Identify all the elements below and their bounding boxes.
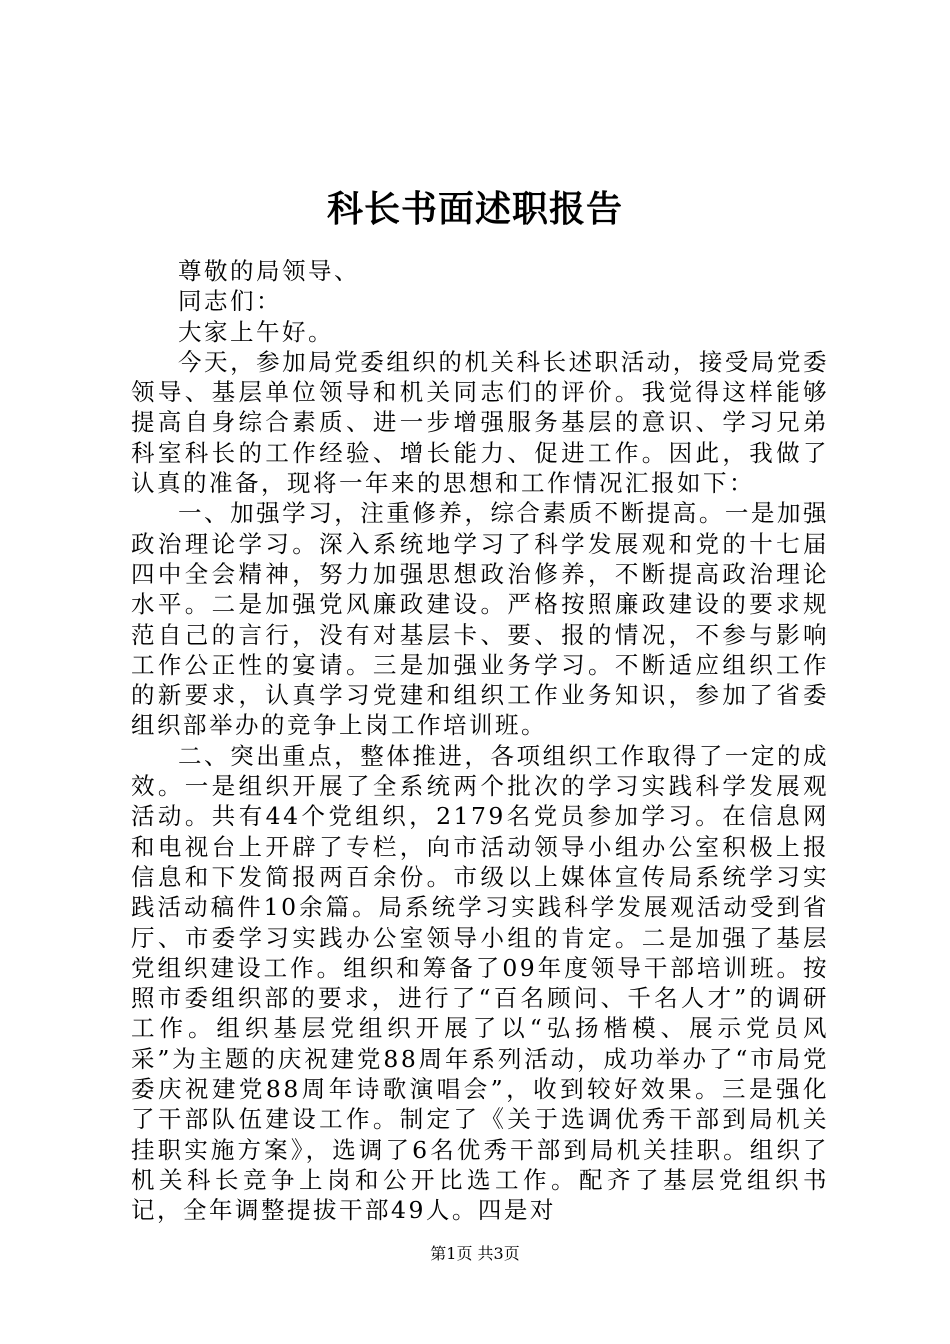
- section-two-paragraph: 二、突出重点，整体推进，各项组织工作取得了一定的成效。一是组织开展了全系统两个批次的学习实践科学发展观活动。共有44个党组织，2179名党员参加学习。在信息网和电视台上开辟了专栏，向市活动领导小组办公室积极上报信息和下发简报两百余份。市级以上媒体宣传局系统学习实践活动稿件10余篇。局系统学习实践科学发展观活动受到省厅、市委学习实践办公室领导小组的肯定。二是加强了基层党组织建设工作。组织和筹备了09年度领导干部培训班。按照市委组织部的要求，进行了“百名顾问、千名人才”的调研工作。组织基层党组织开展了以“弘扬楷模、展示党员风采”为主题的庆祝建党88周年系列活动，成功举办了“市局党委庆祝建党88周年诗歌演唱会”，收到较好效果。三是强化了干部队伍建设工作。制定了《关于选调优秀干部到局机关挂职实施方案》，选调了6名优秀干部到局机关挂职。组织了机关科长竞争上岗和公开比选工作。配齐了基层党组织书记，全年调整提拔干部49人。四是对: [131, 741, 829, 1225]
- document-title: 科长书面述职报告: [326, 188, 623, 230]
- salutation-line-1: 尊敬的局领导、: [178, 257, 360, 285]
- document-body: [131, 256, 829, 1226]
- salutation-line-2: 同志们：: [178, 287, 282, 316]
- page-footer: 第1页 共3页: [430, 1244, 520, 1263]
- intro-paragraph: 今天，参加局党委组织的机关科长述职活动，接受局党委领导、基层单位领导和机关同志们的评价。我觉得这样能够提高自身综合素质、进一步增强服务基层的意识、学习兄弟科室科长的工作经验、增长能力、促进工作。因此，我做了认真的准备，现将一年来的思想和工作情况汇报如下：: [131, 347, 829, 498]
- section-one-paragraph: 一、加强学习，注重修养，综合素质不断提高。一是加强政治理论学习。深入系统地学习了科学发展观和党的十七届四中全会精神，努力加强思想政治修养，不断提高政治理论水平。二是加强党风廉政建设。严格按照廉政建设的要求规范自己的言行，没有对基层卡、要、报的情况，不参与影响工作公正性的宴请。三是加强业务学习。不断适应组织工作的新要求，认真学习党建和组织工作业务知识，参加了省委组织部举办的竞争上岗工作培训班。: [131, 499, 829, 740]
- greeting-line: 大家上午好。: [178, 317, 334, 346]
